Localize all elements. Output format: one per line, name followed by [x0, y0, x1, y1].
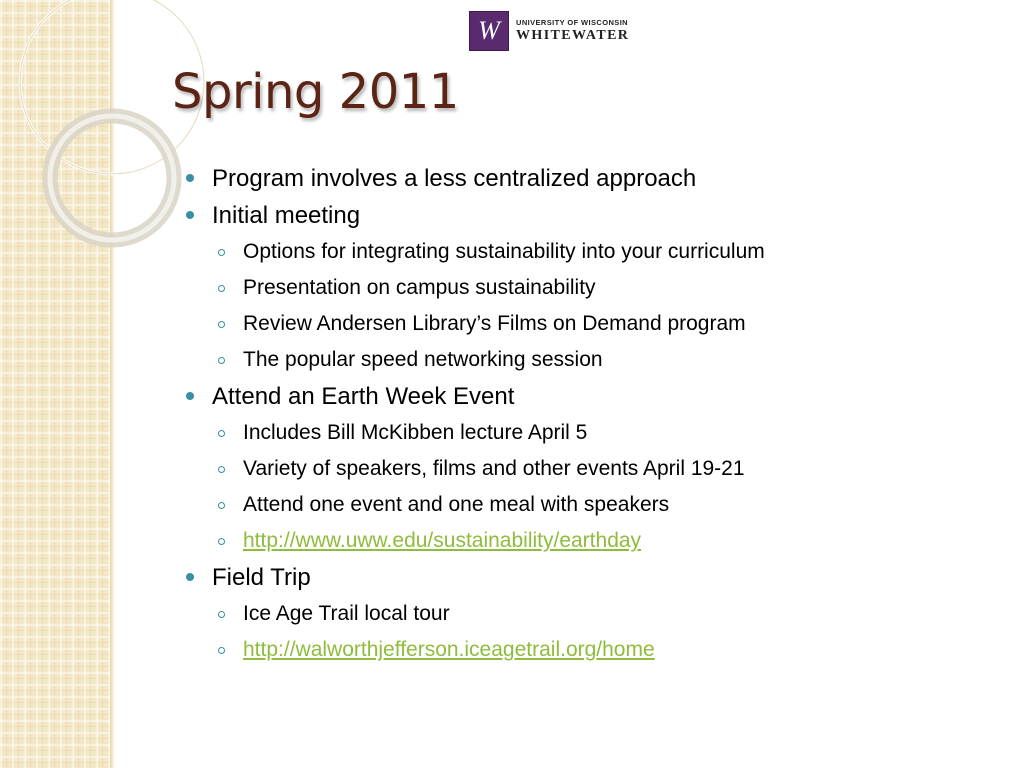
- sub-bullet-item: [182, 415, 982, 451]
- sub-bullet-text: Ice Age Trail local tour: [243, 602, 450, 625]
- sub-bullet-text: Variety of speakers, films and other events April 19-21: [243, 457, 745, 480]
- sub-bullet-text: Options for integrating sustainability into your curriculum: [243, 240, 765, 263]
- bullet-item: [182, 559, 982, 596]
- sub-bullet-text: Includes Bill McKibben lecture April 5: [243, 421, 588, 444]
- bullet-ring-icon: [218, 285, 225, 292]
- bullet-dot-icon: [186, 211, 194, 219]
- sub-bullet-item: [182, 306, 982, 342]
- bullet-ring-icon: [218, 611, 225, 618]
- sub-bullet-link[interactable]: http://www.uww.edu/sustainability/earthday: [243, 529, 642, 552]
- bullet-ring-icon: [218, 466, 225, 473]
- logo-campus-text: WHITEWATER: [516, 28, 630, 44]
- bullet-text: Program involves a less centralized approach: [212, 165, 697, 192]
- bullet-text: Initial meeting: [212, 202, 361, 229]
- sub-bullet-item: [182, 487, 982, 523]
- bullet-ring-icon: [218, 538, 225, 545]
- sub-bullet-link[interactable]: http://walworthjefferson.iceagetrail.org/home: [243, 638, 655, 661]
- bullet-ring-icon: [218, 647, 225, 654]
- bullet-item: [182, 378, 982, 415]
- bullet-item: [182, 160, 982, 197]
- sub-bullet-item: [182, 523, 982, 559]
- bullet-text: Attend an Earth Week Event: [212, 383, 515, 410]
- sub-bullet-item: [182, 632, 982, 668]
- sub-bullet-item: [182, 596, 982, 632]
- bullet-ring-icon: [218, 357, 225, 364]
- slide-title: Spring 2011: [172, 64, 459, 120]
- bullet-item: [182, 197, 982, 234]
- university-logo: [469, 10, 629, 52]
- bullet-ring-icon: [218, 502, 225, 509]
- sub-bullet-item: [182, 270, 982, 306]
- sub-bullet-text: Attend one event and one meal with speakers: [243, 493, 670, 516]
- sub-bullet-item: [182, 451, 982, 487]
- bullet-list: [182, 160, 982, 668]
- bullet-dot-icon: [186, 573, 194, 581]
- logo-university-text: UNIVERSITY OF WISCONSIN: [516, 17, 628, 27]
- logo-w-icon: [469, 11, 509, 51]
- svg-text:W: W: [478, 16, 500, 45]
- bullet-ring-icon: [218, 430, 225, 437]
- decorative-rings-icon: [0, 0, 170, 260]
- sub-bullet-item: [182, 342, 982, 378]
- sub-bullet-text: Presentation on campus sustainability: [243, 276, 596, 299]
- bullet-ring-icon: [218, 321, 225, 328]
- sub-bullet-text: Review Andersen Library’s Films on Demand program: [243, 312, 746, 335]
- bullet-text: Field Trip: [212, 564, 311, 591]
- sub-bullet-text: The popular speed networking session: [243, 348, 603, 371]
- sub-bullet-item: [182, 234, 982, 270]
- bullet-ring-icon: [218, 249, 225, 256]
- bullet-dot-icon: [186, 174, 194, 182]
- bullet-dot-icon: [186, 392, 194, 400]
